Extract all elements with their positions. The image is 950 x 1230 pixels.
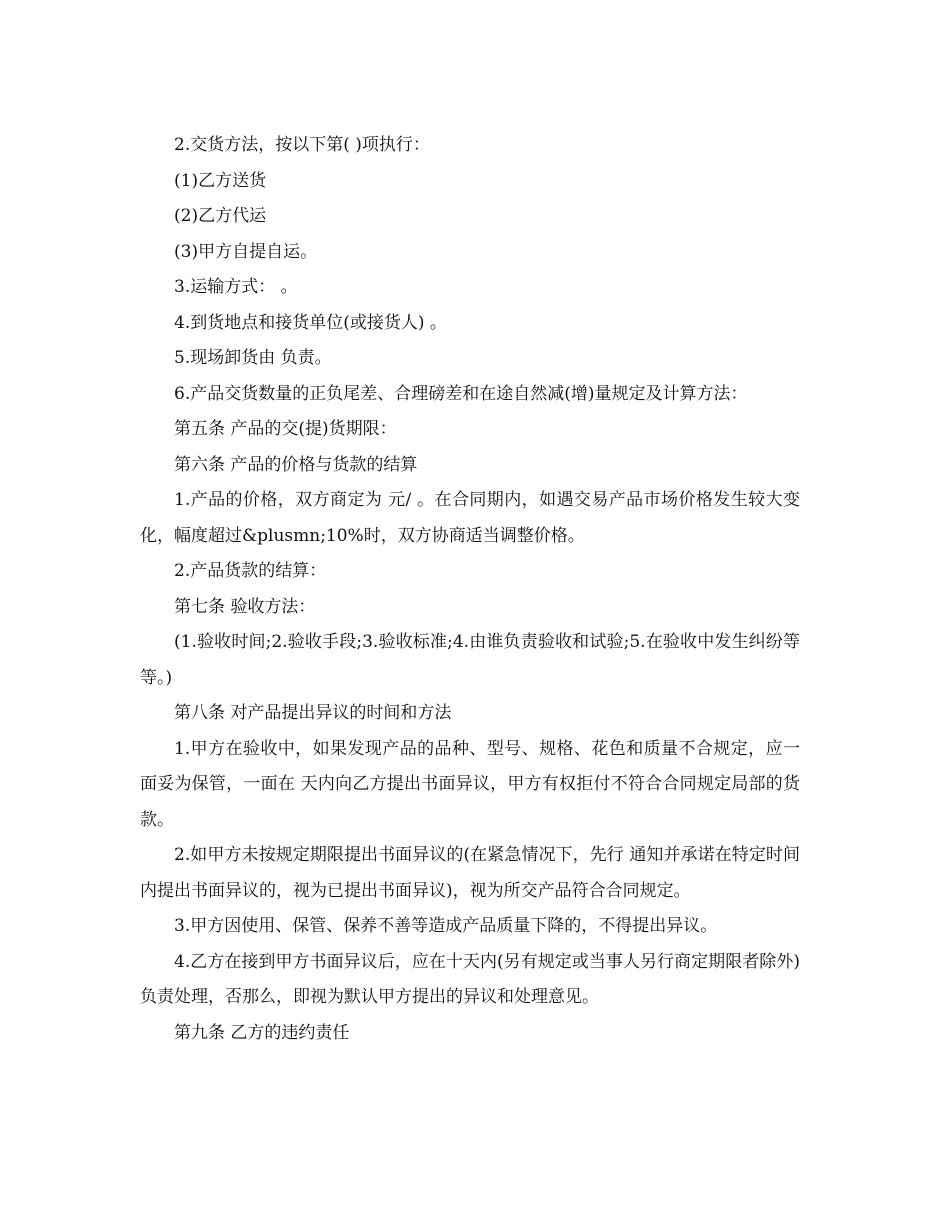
- heading-article-9: 第九条 乙方的违约责任: [174, 1022, 350, 1043]
- paragraph-objection-4: 4.乙方在接到甲方书面异议后，应在十天内(另有规定或当事人另行商定期限者除外)负责处理，否那么，即视为默认甲方提出的异议和处理意见。: [140, 951, 800, 1007]
- paragraph-option-buyer-pickup: (3)甲方自提自运。: [174, 241, 318, 262]
- paragraph-unloading: 5.现场卸货由 负责。: [174, 348, 332, 368]
- heading-article-5: 第五条 产品的交(提)货期限：: [174, 419, 397, 439]
- paragraph-objection-3: 3.甲方因使用、保管、保养不善等造成产品质量下降的，不得提出异议。: [174, 916, 718, 936]
- heading-article-6: 第六条 产品的价格与货款的结算: [174, 454, 418, 475]
- paragraph-quantity-tolerance: 6.产品交货数量的正负尾差、合理磅差和在途自然减(增)量规定及计算方法：: [174, 383, 748, 404]
- paragraph-transport-mode: 3.运输方式： 。: [174, 277, 298, 297]
- heading-article-7: 第七条 验收方法：: [174, 596, 316, 617]
- paragraph-objection-1: 1.甲方在验收中，如果发现产品的品种、型号、规格、花色和质量不合规定，应一面妥为保管，一面在 天内向乙方提出书面异议，甲方有权拒付不符合合同规定局部的货款。: [140, 738, 800, 830]
- contract-text-body: [140, 128, 800, 1051]
- paragraph-inspection-items: (1.验收时间;2.验收手段;3.验收标准;4.由谁负责验收和试验;5.在验收中发生纠纷等等。): [140, 632, 800, 688]
- paragraph-option-seller-shipping: (2)乙方代运: [174, 206, 267, 226]
- paragraph-delivery-method: 2.交货方法，按以下第( )项执行：: [174, 135, 430, 155]
- paragraph-product-price: 1.产品的价格，双方商定为 元/ 。在合同期内，如遇交易产品市场价格发生较大变化，幅度超过&plusmn;10%时，双方协商适当调整价格。: [140, 490, 800, 546]
- paragraph-objection-2: 2.如甲方未按规定期限提出书面异议的(在紧急情况下，先行 通知并承诺在特定时间内提出书面异议的，视为已提出书面异议)，视为所交产品符合合同规定。: [140, 845, 800, 901]
- paragraph-option-seller-delivery: (1)乙方送货: [174, 170, 267, 191]
- paragraph-delivery-location: 4.到货地点和接货单位(或接货人) 。: [174, 312, 447, 333]
- heading-article-8: 第八条 对产品提出异议的时间和方法: [174, 703, 452, 723]
- paragraph-payment-settlement: 2.产品货款的结算：: [174, 561, 327, 581]
